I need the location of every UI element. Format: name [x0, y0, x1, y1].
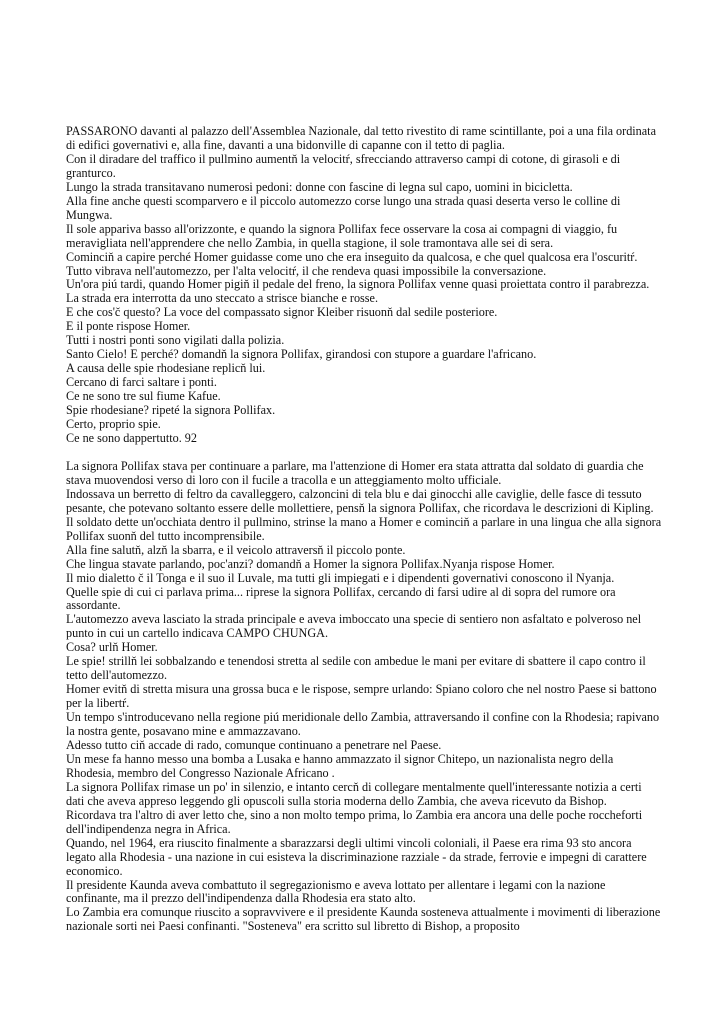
text-paragraph: Alla fine salutň, alzň la sbarra, e il veicolo attraversň il piccolo ponte.: [66, 542, 406, 557]
text-paragraph: Un tempo s'introducevano nella regione piú meridionale dello Zambia, attraversando il confine con la Rhodesia; rapivano la nostra gente, posavano mine e ammazzavano.: [66, 710, 660, 739]
text-paragraph: Ce ne sono dappertutto. 92: [66, 430, 197, 445]
text-paragraph: Con il diradare del traffico il pullmino aumentň la velocitŕ, sfrecciando attraverso campi di cotone, di girasoli e di granturco.: [66, 151, 621, 180]
text-paragraph: La signora Pollifax rimase un po' in silenzio, e intanto cercň di collegare mentalmente quell'interessante notizia a certi dati che aveva appreso leggendo gli opuscoli sulla storia moderna dello Zambia, che aveva ricevuto da Bishop.: [66, 779, 642, 808]
text-paragraph: Indossava un berretto di feltro da cavalleggero, calzoncini di tela blu e dai ginocchi alle caviglie, delle fasce di tessuto pesante, che potevano soltanto essere delle mollettiere, pensň la signora Pollifax, che ricordava le descrizioni di Kipling.: [66, 486, 654, 515]
paragraph-gap: [66, 446, 662, 460]
text-paragraph: Quelle spie di cui ci parlava prima... riprese la signora Pollifax, cercando di farsi udire al di sopra del rumore ora assordante.: [66, 584, 616, 613]
text-block-2: [66, 460, 662, 934]
text-paragraph: La strada era interrotta da uno steccato a strisce bianche e rosse.: [66, 291, 378, 306]
text-paragraph: Il soldato dette un'occhiata dentro il pullmino, strinse la mano a Homer e cominciň a parlare in una lingua che alla signora Pollifax suonň del tutto incomprensibile.: [66, 514, 662, 543]
text-paragraph: L'automezzo aveva lasciato la strada principale e aveva imboccato una specie di sentiero non asfaltato e polveroso nel punto in cui un cartello indicava CAMPO CHUNGA.: [66, 612, 642, 641]
text-paragraph: A causa delle spie rhodesiane replicň lui.: [66, 361, 266, 376]
text-paragraph: Santo Cielo! E perché? domandň la signora Pollifax, girandosi con stupore a guardare l'africano.: [66, 347, 537, 362]
text-paragraph: Homer evitň di stretta misura una grossa buca e le rispose, sempre urlando: Spiano coloro che nel nostro Paese si battono per la libertŕ.: [66, 682, 657, 711]
text-paragraph: La signora Pollifax stava per continuare a parlare, ma l'attenzione di Homer era stata attratta dal soldato di guardia che stava muovendosi verso di loro con il fucile a tracolla e un atteggiamento molto ufficiale.: [66, 458, 644, 487]
text-paragraph: Lungo la strada transitavano numerosi pedoni: donne con fascine di legna sul capo, uomini in bicicletta.: [66, 179, 573, 194]
text-paragraph: Il mio dialetto č il Tonga e il suo il Luvale, ma tutti gli impiegati e i dipendenti governativi conoscono il Nyanja.: [66, 570, 615, 585]
text-paragraph: Le spie! strillň lei sobbalzando e tenendosi stretta al sedile con ambedue le mani per evitare di sbattere il capo contro il tetto dell'automezzo.: [66, 654, 646, 683]
text-paragraph: Spie rhodesiane? ripeté la signora Pollifax.: [66, 403, 276, 418]
text-paragraph: Cercano di farci saltare i ponti.: [66, 375, 217, 390]
text-paragraph: Adesso tutto ciň accade di rado, comunque continuano a penetrare nel Paese.: [66, 737, 442, 752]
text-paragraph: Certo, proprio spie.: [66, 417, 161, 432]
text-paragraph: Lo Zambia era comunque riuscito a sopravvivere e il presidente Kaunda sosteneva attualmente i movimenti di liberazione nazionale sorti nei Paesi confinanti. "Sosteneva" era scritto sul libretto di Bishop, a proposito: [66, 905, 661, 934]
text-paragraph: Cominciň a capire perché Homer guidasse come uno che era inseguito da qualcosa, e che quel qualcosa era l'oscuritŕ.: [66, 249, 638, 264]
text-paragraph: Quando, nel 1964, era riuscito finalmente a sbarazzarsi degli ultimi vincoli coloniali, il Paese era rima 93 sto ancora legato alla Rhodesia - una nazione in cui esisteva la discriminazione razziale - da strade, ferrovie e impegni di carattere economico.: [66, 835, 647, 878]
document-page: [66, 125, 662, 934]
text-paragraph: E il ponte rispose Homer.: [66, 319, 191, 334]
text-paragraph: Ce ne sono tre sul fiume Kafue.: [66, 389, 221, 404]
text-block-1: [66, 125, 662, 446]
text-paragraph: Tutto vibrava nell'automezzo, per l'alta velocitŕ, il che rendeva quasi impossibile la conversazione.: [66, 263, 547, 278]
text-paragraph: PASSARONO davanti al palazzo dell'Assemblea Nazionale, dal tetto rivestito di rame scintillante, poi a una fila ordinata di edifici governativi e, alla fine, davanti a una bidonville di capanne con il tetto di paglia.: [66, 124, 656, 152]
text-paragraph: Ricordava tra l'altro di aver letto che, sino a non molto tempo prima, lo Zambia era ancora una delle poche roccheforti dell'indipendenza negra in Africa.: [66, 807, 643, 836]
text-paragraph: Che lingua stavate parlando, poc'anzi? domandň a Homer la signora Pollifax.Nyanja rispose Homer.: [66, 556, 555, 571]
text-paragraph: Un mese fa hanno messo una bomba a Lusaka e hanno ammazzato il signor Chitepo, un nazionalista negro della Rhodesia, membro del Congresso Nazionale Africano .: [66, 751, 614, 780]
text-paragraph: Il presidente Kaunda aveva combattuto il segregazionismo e aveva lottato per allentare i legami con la nazione confinante, ma il prezzo dell'indipendenza dalla Rhodesia era stato alto.: [66, 877, 606, 906]
text-paragraph: Un'ora piú tardi, quando Homer pigiň il pedale del freno, la signora Pollifax venne quasi proiettata contro il parabrezza.: [66, 277, 650, 292]
text-paragraph: Tutti i nostri ponti sono vigilati dalla polizia.: [66, 333, 285, 348]
text-paragraph: E che cos'č questo? La voce del compassato signor Kleiber risuonň dal sedile posteriore.: [66, 305, 498, 320]
text-paragraph: Il sole appariva basso all'orizzonte, e quando la signora Pollifax fece osservare la cosa ai compagni di viaggio, fu meravigliata nell'apprendere che nello Zambia, in quella stagione, il sole tramontava alle sei di sera.: [66, 221, 618, 250]
text-paragraph: Alla fine anche questi scomparvero e il piccolo automezzo corse lungo una strada quasi deserta verso le colline di Mungwa.: [66, 193, 621, 222]
text-paragraph: Cosa? urlň Homer.: [66, 640, 158, 655]
